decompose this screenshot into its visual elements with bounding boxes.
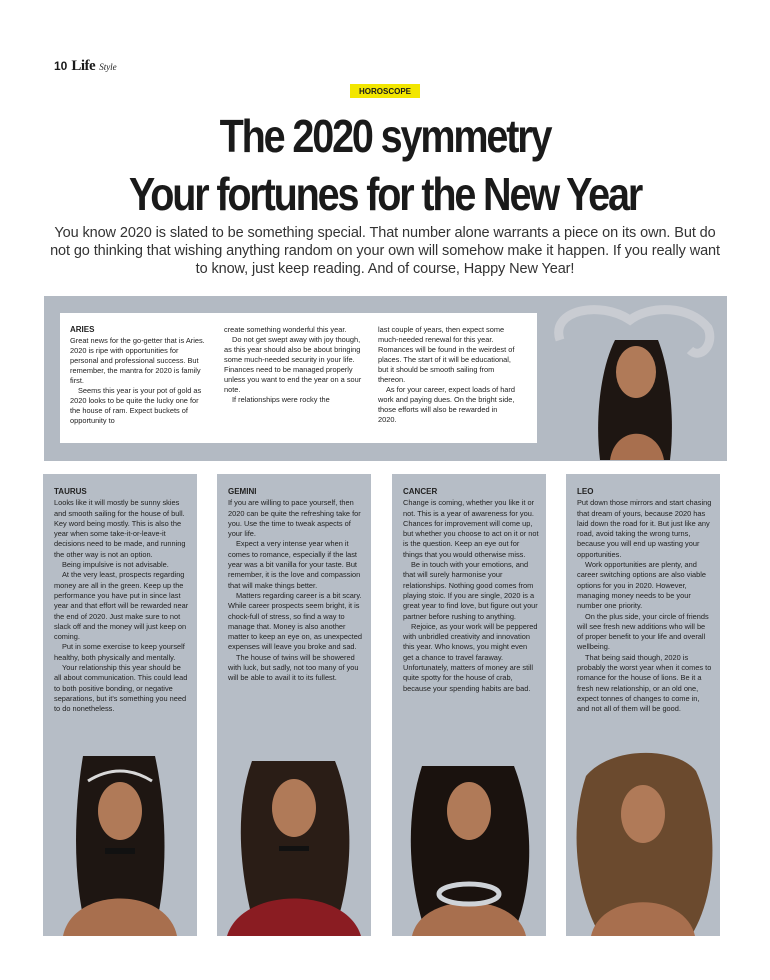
gemini-paragraph: Matters regarding career is a bit scary. While career prospects seem bright, it is chock-full of stress, so find a way to manage that. Money is also another matter to keep an eye on, as unexpected expenses will leave you broke and sad. — [228, 590, 362, 652]
cancer-paragraph: Be in touch with your emotions, and that will surely harmonise your relationships. Nothing good comes from playing stoic. If you are single, 2020 is a great year to find love, but figure out your partner before rushing to anything. — [403, 560, 538, 621]
leo-paragraph: Put down those mirrors and start chasing that dream of yours, because 2020 has laid down the road for it. But just like any road, avoid taking the wrong turns, because you will end up wasting your opportunities. — [577, 498, 712, 559]
choker — [105, 848, 135, 854]
leo-paragraph: That being said though, 2020 is probably the worst year when it comes to romance for the house of lions. Be it a fresh new relationship, or an old one, expect tonnes of changes to come in, and not all of them will be good. — [577, 652, 712, 714]
page-number: 10 — [54, 59, 68, 73]
face — [272, 779, 316, 837]
taurus-title: TAURUS — [54, 487, 87, 496]
face — [616, 346, 656, 398]
leo-model-photo — [566, 736, 720, 936]
cancer-paragraph: Rejoice, as your work will be peppered with unbridled creativity and innovation this year. Who knows, you might even get a chance to travel faraway. Unfortunately, matters of money are still quite spotty for the house of crab, because your spending habits are bad. — [403, 621, 538, 693]
aries-paragraph: last couple of years, then expect some much-needed renewal for this year. Romances will be found in the weirdest of places. The start of it will be educational, but it should be smooth sailing from thereon. — [378, 325, 515, 384]
cancer-text — [403, 487, 539, 694]
face — [447, 782, 491, 840]
taurus-paragraph: Looks like it will mostly be sunny skies and smooth sailing for the house of bull. Key word being mostly. This is also the year when some take-it-or-leave-it decisions need to be made, and running the other way is not an option. — [54, 498, 186, 559]
face — [98, 782, 142, 840]
taurus-model-photo — [43, 736, 197, 936]
taurus-paragraph: At the very least, prospects regarding money are all in the green. Keep up the performance you have put in since last year and that effort will be rewarded near the end of 2020. Just make sure to not slack off and the money will just keep on coming. — [54, 570, 189, 642]
folio — [54, 58, 117, 75]
aries-title: ARIES — [70, 325, 95, 334]
taurus-text — [54, 487, 190, 715]
aries-paragraph: If relationships were rocky the — [232, 395, 330, 404]
brand-logo: Life — [71, 58, 96, 74]
taurus-paragraph: Being impulsive is not advisable. — [62, 560, 169, 570]
taurus-column — [43, 474, 197, 936]
face — [621, 785, 665, 843]
gemini-text — [228, 487, 364, 684]
aries-column-3 — [378, 325, 516, 443]
aries-model-photo — [540, 300, 720, 460]
gemini-paragraph: If you are willing to pace yourself, then 2020 can be quite the refreshing take for you. Use the time to tweak aspects of your life. — [228, 498, 361, 539]
taurus-paragraph: Your relationship this year should be all about communication. This could lead to both positive bonding, or negative separations, but it's something you need to do nonetheless. — [54, 663, 188, 714]
headline-line-2: Your fortunes for the New Year — [128, 168, 642, 220]
cancer-model-photo — [392, 736, 546, 936]
cancer-column — [392, 474, 546, 936]
taurus-paragraph: Put in some exercise to keep yourself healthy, both physically and mentally. — [54, 642, 185, 662]
aries-card — [60, 313, 537, 443]
leo-paragraph: Work opportunities are plenty, and career switching options are also viable options for you in 2020. However, managing money needs to be your number one priority. — [577, 560, 706, 611]
cancer-title: CANCER — [403, 487, 438, 496]
cancer-paragraph: Change is coming, whether you like it or not. This is a year of awareness for you. Chances for improvement will come up, but whether you choose to act on it or not is the question. Keep an eye out for things that you would otherwise miss. — [403, 498, 539, 559]
section-tag: HOROSCOPE — [350, 84, 420, 98]
gemini-paragraph: The house of twins will be showered with luck, but sadly, not too many of you will be able to avail it to its fullest. — [228, 652, 359, 683]
gemini-title: GEMINI — [228, 487, 257, 496]
brand-sub: Style — [99, 62, 117, 72]
leo-column — [566, 474, 720, 936]
headline-line-1: The 2020 symmetry — [219, 110, 551, 162]
intro-paragraph: You know 2020 is slated to be something special. That number alone warrants a piece on its own. But do not go thinking that wishing anything random on your own will somehow make it happen. If you really want to know, just keep reading. And of course, Happy New Year! — [50, 225, 720, 277]
aries-column-2 — [224, 325, 362, 443]
choker — [279, 846, 309, 851]
gemini-column — [217, 474, 371, 936]
leo-title: LEO — [577, 487, 594, 496]
aries-paragraph: Do not get swept away with joy though, as this year should also be about bringing some much-needed security in your life. Finances need to be managed properly unless you want to end the year on a sour note. — [224, 335, 362, 394]
leo-paragraph: On the plus side, your circle of friends will see fresh new additions who will be of proper benefit to your life and overall wellbeing. — [577, 611, 709, 652]
aries-column-1 — [70, 325, 208, 443]
aries-paragraph: Seems this year is your pot of gold as 2020 looks to be quite the lucky one for the house of ram. Expect buckets of opportunity to — [70, 386, 202, 425]
leo-text — [577, 487, 713, 715]
gemini-model-photo — [217, 736, 371, 936]
gemini-paragraph: Expect a very intense year when it comes to romance, especially if the last year was a bit vanilla for your taste. But remember, it is the love and compassion that will make things better. — [228, 539, 361, 590]
aries-paragraph: As for your career, expect loads of hard work and paying dues. On the bright side, those efforts will also be rewarded in 2020. — [378, 385, 515, 424]
aries-paragraph: Great news for the go-getter that is Aries. 2020 is ripe with opportunities for personal and professional success. But remember, the mantra for 2020 is family first. — [70, 336, 205, 385]
aries-paragraph: create something wonderful this year. — [224, 325, 347, 334]
